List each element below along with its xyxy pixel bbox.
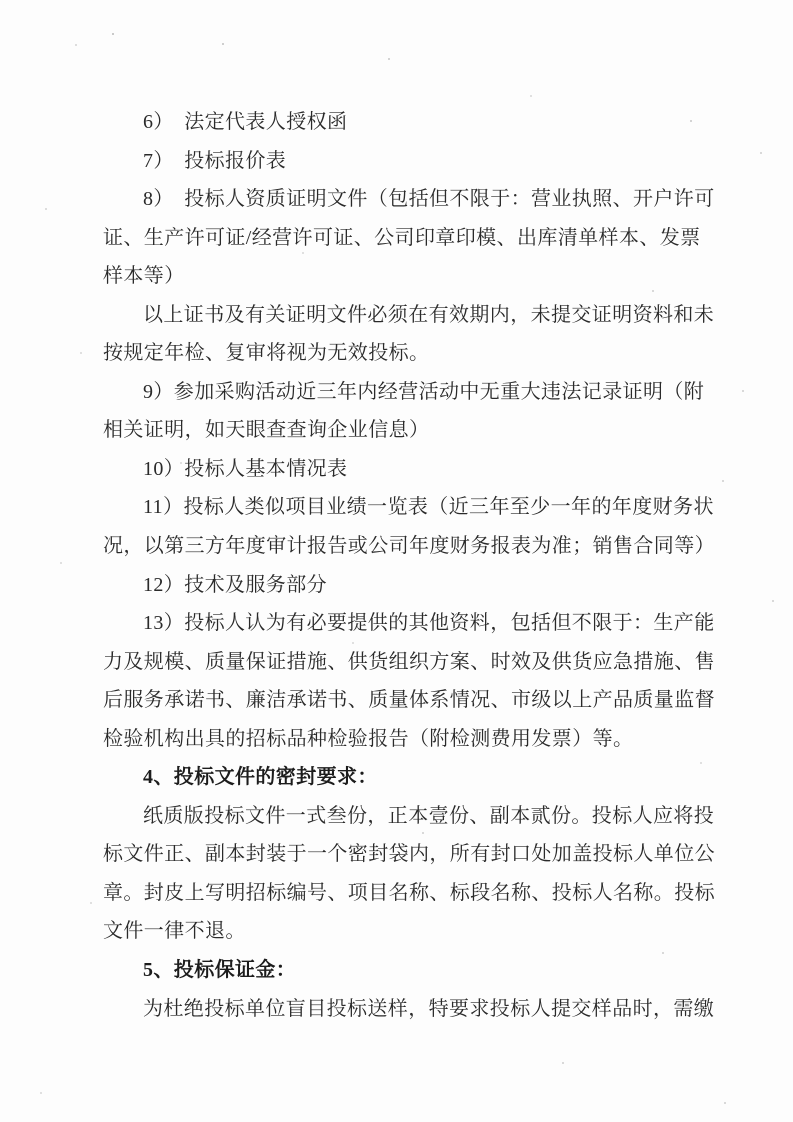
text-line: 力及规模、质量保证措施、供货组织方案、时效及供货应急措施、售 bbox=[103, 650, 715, 673]
text-line: 为杜绝投标单位盲目投标送样，特要求投标人提交样品时，需缴 bbox=[143, 997, 715, 1020]
text-line: 7） 投标报价表 bbox=[143, 149, 287, 172]
text-line: 后服务承诺书、廉洁承诺书、质量体系情况、市级以上产品质量监督 bbox=[103, 689, 715, 712]
text-line: 以上证书及有关证明文件必须在有效期内，未提交证明资料和未 bbox=[143, 303, 715, 326]
text-line: 6） 法定代表人授权函 bbox=[143, 111, 348, 133]
text-line: 样本等） bbox=[103, 265, 185, 288]
text-line: 按规定年检、复审将视为无效投标。 bbox=[103, 342, 430, 365]
text-line: 13）投标人认为有必要提供的其他资料，包括但不限于：生产能 bbox=[143, 612, 715, 635]
text-line: 9）参加采购活动近三年内经营活动中无重大违法记录证明（附 bbox=[143, 380, 705, 403]
text-line: 11）投标人类似项目业绩一览表（近三年至少一年的年度财务状 bbox=[143, 496, 714, 519]
text-line: 证、生产许可证/经营许可证、公司印章印模、出库清单样本、发票 bbox=[103, 226, 701, 249]
section-heading-line: 5、投标保证金： bbox=[143, 959, 297, 982]
document-text-block bbox=[103, 103, 715, 1028]
text-line: 文件一律不退。 bbox=[103, 920, 246, 943]
text-line: 标文件正、副本封装于一个密封袋内，所有封口处加盖投标人单位公 bbox=[103, 843, 715, 866]
text-line: 纸质版投标文件一式叁份，正本壹份、副本贰份。投标人应将投 bbox=[143, 804, 715, 827]
scan-noise-specks bbox=[0, 0, 2, 2]
text-line: 相关证明，如天眼查查询企业信息） bbox=[103, 419, 430, 442]
text-line: 章。封皮上写明招标编号、项目名称、标段名称、投标人名称。投标 bbox=[103, 881, 715, 904]
text-line: 12）技术及服务部分 bbox=[143, 573, 327, 596]
text-line: 检验机构出具的招标品种检验报告（附检测费用发票）等。 bbox=[103, 727, 634, 750]
text-line: 10）投标人基本情况表 bbox=[143, 457, 348, 480]
text-line: 况，以第三方年度审计报告或公司年度财务报表为准；销售合同等） bbox=[103, 535, 715, 558]
text-line: 8） 投标人资质证明文件（包括但不限于：营业执照、开户许可 bbox=[143, 188, 715, 211]
section-heading-line: 4、投标文件的密封要求： bbox=[143, 766, 378, 789]
